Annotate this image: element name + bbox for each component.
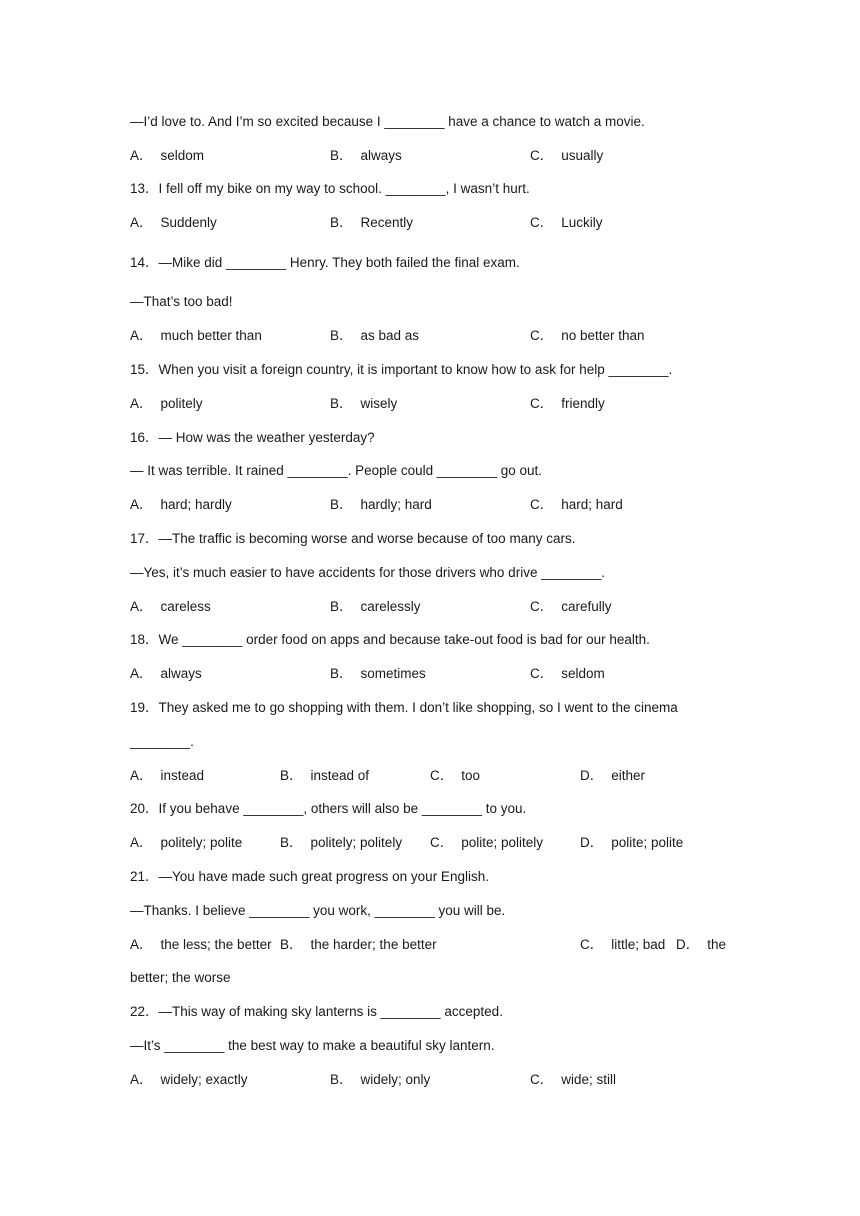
option-c: C． too	[430, 768, 481, 783]
question-16: 16．— How was the weather yesterday?	[130, 430, 375, 445]
question-21-reply: —Thanks. I believe ________ you work, ________ you will be.	[130, 903, 506, 918]
option-a: A． politely; polite	[130, 835, 243, 850]
option-b: B． as bad as	[330, 328, 420, 343]
option-a: A． widely; exactly	[130, 1072, 248, 1087]
option-a: A． much better than	[130, 328, 262, 343]
question-19: 19．They asked me to go shopping with them. I don’t like shopping, so I went to the cinema	[130, 700, 678, 715]
question-18: 18．We ________ order food on apps and because take-out food is bad for our health.	[130, 632, 650, 647]
option-d: D． polite; polite	[580, 835, 684, 850]
question-17-reply: —Yes, it’s much easier to have accidents for those drivers who drive ________.	[130, 565, 606, 580]
option-b: B． hardly; hard	[330, 497, 432, 512]
option-c: C． little; bad	[580, 937, 666, 952]
option-a: A． politely	[130, 396, 203, 411]
question-14-reply: —That’s too bad!	[130, 294, 233, 309]
option-c: C． hard; hard	[530, 497, 623, 512]
question-17: 17．—The traffic is becoming worse and worse because of too many cars.	[130, 531, 576, 546]
option-c: C． Luckily	[530, 215, 603, 230]
option-b: B． always	[330, 148, 402, 163]
question-14: 14．—Mike did ________ Henry. They both failed the final exam.	[130, 255, 520, 270]
option-b: B． sometimes	[330, 666, 426, 681]
question-21-option-cont: better; the worse	[130, 970, 231, 985]
question-16-reply: — It was terrible. It rained ________. People could ________ go out.	[130, 463, 543, 478]
question-19-cont: ________.	[130, 734, 194, 749]
option-c: C． friendly	[530, 396, 605, 411]
question-15: 15．When you visit a foreign country, it is important to know how to ask for help ________.	[130, 362, 673, 377]
option-c: C． seldom	[530, 666, 605, 681]
question-22-reply: —It’s ________ the best way to make a beautiful sky lantern.	[130, 1038, 495, 1053]
option-d: D． either	[580, 768, 646, 783]
option-a: A． instead	[130, 768, 205, 783]
option-a: A． careless	[130, 599, 211, 614]
question-21: 21．—You have made such great progress on your English.	[130, 869, 489, 884]
question-20: 20．If you behave ________, others will also be ________ to you.	[130, 801, 527, 816]
option-c: C． polite; politely	[430, 835, 544, 850]
option-a: A． seldom	[130, 148, 205, 163]
option-b: B． carelessly	[330, 599, 421, 614]
option-a: A． hard; hardly	[130, 497, 232, 512]
option-a: A． always	[130, 666, 202, 681]
option-b: B． instead of	[280, 768, 370, 783]
option-b: B． politely; politely	[280, 835, 403, 850]
option-b: B． wisely	[330, 396, 398, 411]
option-a: A． the less; the better	[130, 937, 272, 952]
question-line: —I’d love to. And I’m so excited because I ________ have a chance to watch a movie.	[130, 114, 645, 129]
question-22: 22．—This way of making sky lanterns is ________ accepted.	[130, 1004, 503, 1019]
question-13: 13．I fell off my bike on my way to school. ________, I wasn’t hurt.	[130, 181, 530, 196]
option-a: A． Suddenly	[130, 215, 217, 230]
option-c: C． no better than	[530, 328, 645, 343]
option-c: C． wide; still	[530, 1072, 617, 1087]
option-b: B． Recently	[330, 215, 414, 230]
option-d: D． the	[676, 937, 727, 952]
option-c: C． carefully	[530, 599, 612, 614]
option-b: B． widely; only	[330, 1072, 431, 1087]
option-b: B． the harder; the better	[280, 937, 437, 952]
option-c: C． usually	[530, 148, 604, 163]
